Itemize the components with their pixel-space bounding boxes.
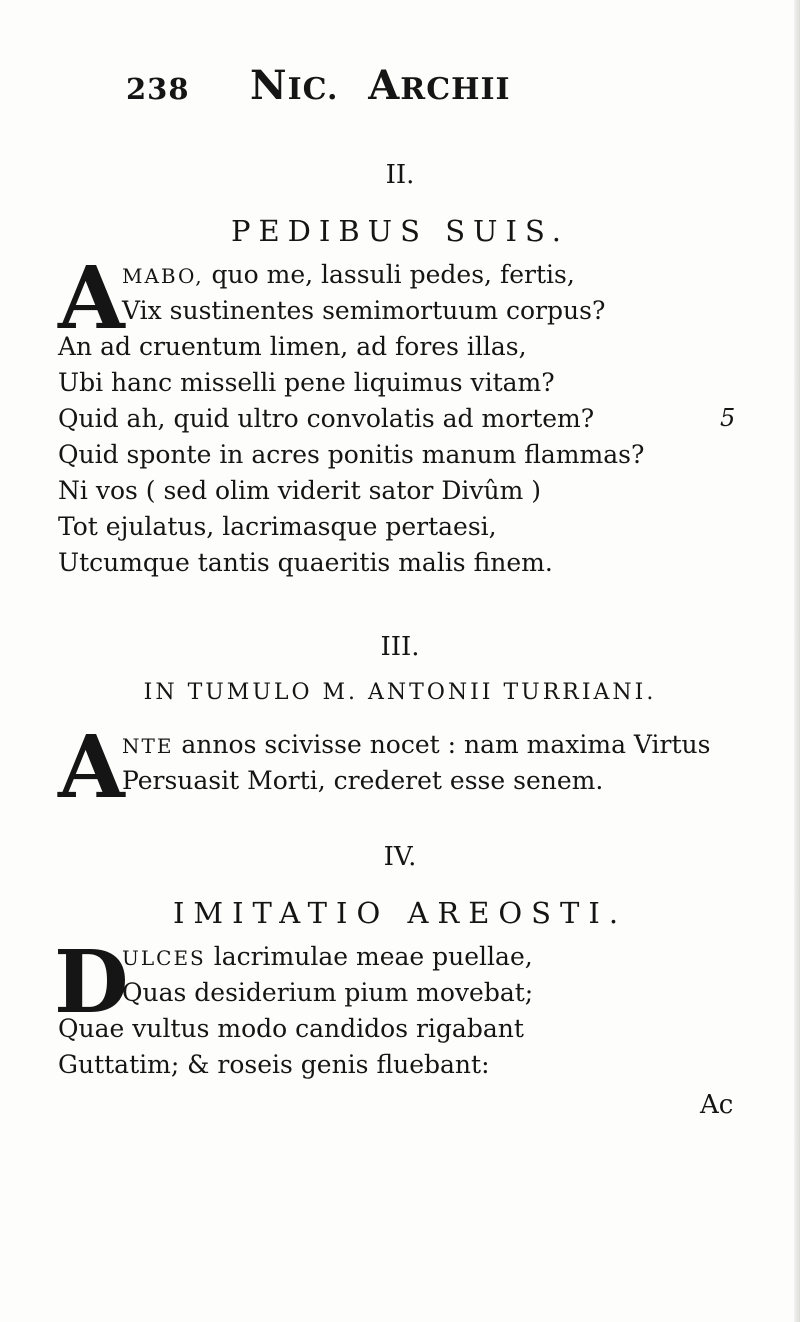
poem-4-line-2: Quas desiderium pium movebat; xyxy=(122,978,534,1007)
poem-3-dropcap: A xyxy=(58,717,125,818)
poem-4-first-word: ULCES xyxy=(122,946,206,970)
poem-2-line-3: An ad cruentum limen, ad fores illas, xyxy=(58,332,527,361)
poem-2-line-1 xyxy=(122,262,575,287)
catchword: Ac xyxy=(700,1090,734,1120)
running-title-initial-1: N xyxy=(250,62,288,109)
poem-3-line-1-text: annos scivisse nocet : nam maxima Virtus xyxy=(181,730,711,759)
poem-2-line-8: Tot ejulatus, lacrimasque pertaesi, xyxy=(58,512,497,541)
poem-4-line-1-text: lacrimulae meae puellae, xyxy=(213,942,533,971)
poem-2-number: II. xyxy=(385,160,415,190)
poem-2-line-1-text: quo me, lassuli pedes, fertis, xyxy=(211,260,575,289)
poem-4-dropcap: D xyxy=(54,932,129,1033)
running-head xyxy=(110,62,710,112)
poem-4-title: IMITATIO AREOSTI. xyxy=(172,896,628,930)
poem-4-number: IV. xyxy=(383,842,417,872)
poem-3-title: IN TUMULO M. ANTONII TURRIANI. xyxy=(143,680,657,705)
poem-4-line-3: Quae vultus modo candidos rigabant xyxy=(58,1014,524,1043)
page-number: 238 xyxy=(126,72,190,106)
poem-2-line-6: Quid sponte in acres ponitis manum flammas? xyxy=(58,440,645,469)
poem-3-number: III. xyxy=(380,632,420,662)
poem-4-line-4: Guttatim; & roseis genis fluebant: xyxy=(58,1050,490,1079)
poem-4-line-1 xyxy=(122,944,533,969)
poem-2-first-word: MABO, xyxy=(122,264,204,288)
line-number-marker: 5 xyxy=(720,404,736,432)
poem-2-dropcap: A xyxy=(58,248,125,349)
running-title-rest-2: RCHII xyxy=(400,72,511,107)
running-title-initial-2: A xyxy=(368,62,401,109)
poem-2-line-9: Utcumque tantis quaeritis malis finem. xyxy=(58,548,553,577)
poem-3-line-1 xyxy=(122,732,710,757)
running-title xyxy=(250,62,511,109)
poem-2-title: PEDIBUS SUIS. xyxy=(230,214,570,248)
poem-2-line-5: Quid ah, quid ultro convolatis ad mortem? xyxy=(58,404,595,433)
poem-2-line-7: Ni vos ( sed olim viderit sator Divûm ) xyxy=(58,476,541,505)
running-title-rest-1: IC. xyxy=(287,72,339,107)
poem-2-line-4: Ubi hanc misselli pene liquimus vitam? xyxy=(58,368,555,397)
poem-2-line-2: Vix sustinentes semimortuum corpus? xyxy=(122,296,606,325)
poem-3-line-2: Persuasit Morti, crederet esse senem. xyxy=(122,766,604,795)
poem-3-first-word: NTE xyxy=(122,734,174,758)
